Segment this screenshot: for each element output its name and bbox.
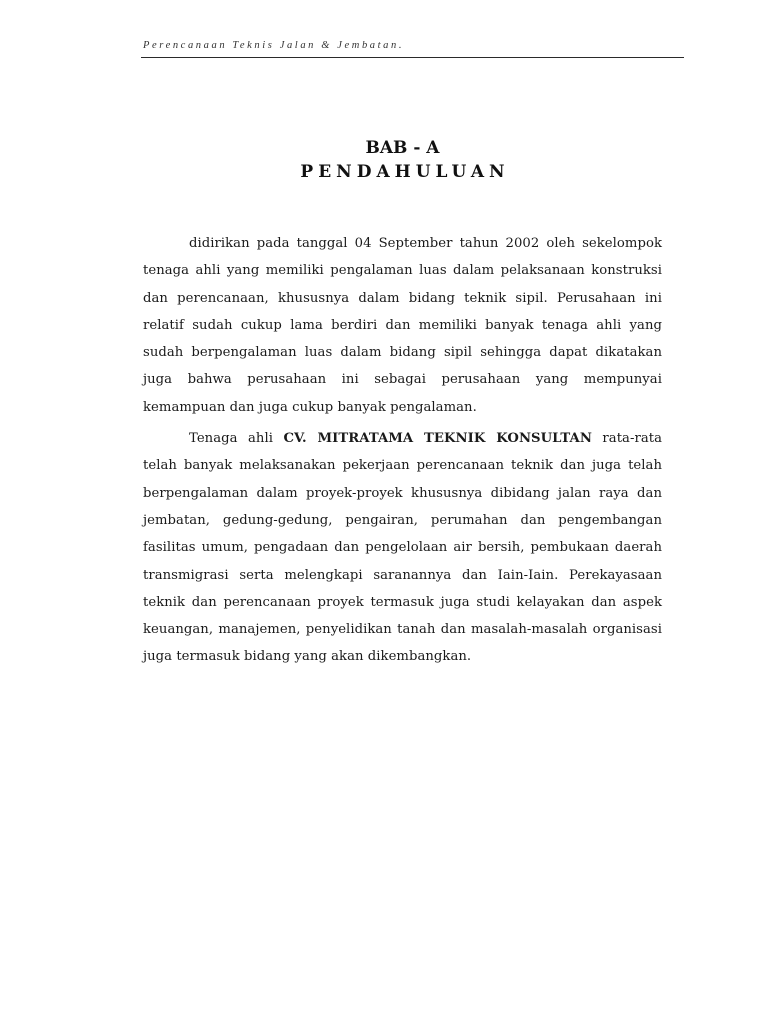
paragraph-1 — [143, 230, 662, 421]
chapter-heading — [141, 136, 664, 184]
chapter-title: PENDAHULUAN — [300, 162, 510, 182]
paragraph-2-lead: Tenaga ahli — [189, 431, 284, 447]
document-body — [143, 230, 662, 671]
paragraph-2-text: rata-rata telah banyak melaksanakan pekerjaan perencanaan teknik dan juga telah berpengalaman dalam proyek-proyek khususnya dibidang jalan raya dan jembatan, gedung-gedung, pengairan, perumahan dan pengembangan fasilitas umum, pengadaan dan pengelolaan air bersih, pembukaan daerah transmigrasi serta melengkapi saranannya dan Iain-Iain. Perekayasaan teknik dan perencanaan proyek termasuk juga studi kelayakan dan aspek keuangan, manajemen, penyelidikan tanah dan masalah-masalah organisasi juga termasuk bidang yang akan dikembangkan. — [143, 431, 662, 665]
company-name: CV. MITRATAMA TEKNIK KONSULTAN — [283, 431, 592, 447]
paragraph-1-text: didirikan pada tanggal 04 September tahun 2002 oleh sekelompok tenaga ahli yang memiliki pengalaman luas dalam pelaksanaan konstruksi dan perencanaan, khususnya dalam bidang teknik sipil. Perusahaan ini relatif sudah cukup lama berdiri dan memiliki banyak tenaga ahli yang sudah berpengalaman luas dalam bidang sipil sehingga dapat dikatakan juga bahwa perusahaan ini sebagai perusahaan yang mempunyai kemampuan dan juga cukup banyak pengalaman. — [143, 236, 662, 415]
header-divider — [141, 57, 684, 58]
chapter-label: BAB - A — [365, 138, 440, 158]
paragraph-2 — [143, 425, 662, 671]
running-header: Perencanaan Teknis Jalan & Jembatan. — [143, 40, 405, 51]
